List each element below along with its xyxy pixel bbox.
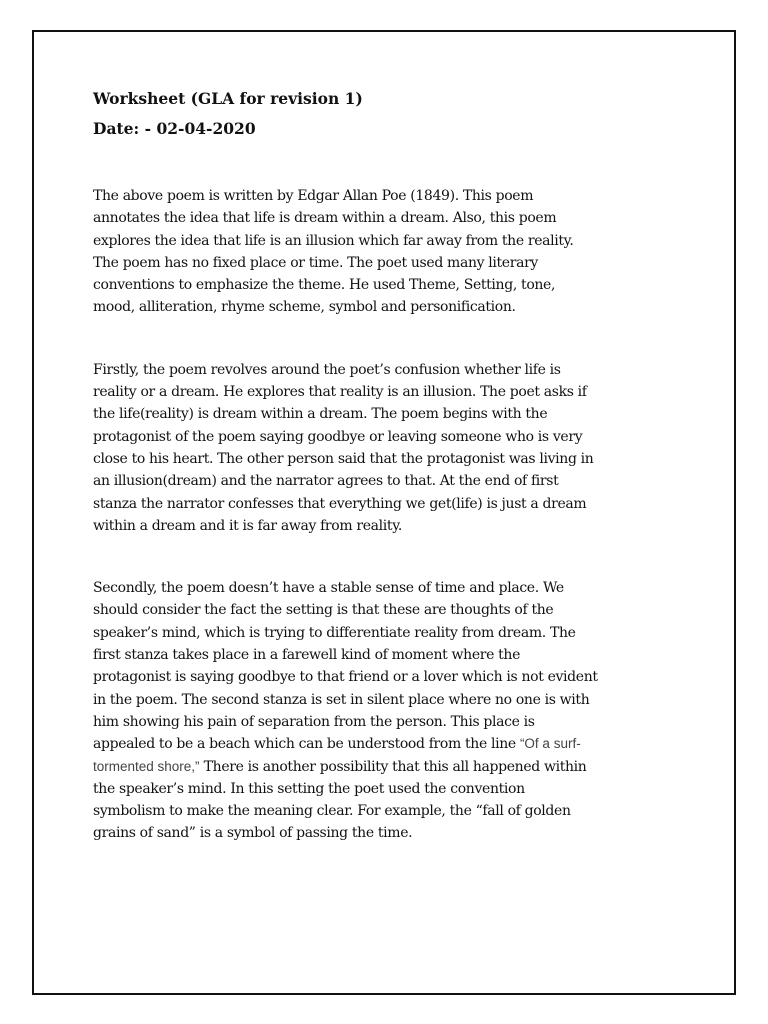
paragraph-line: close to his heart. The other person said that the protagonist was living in [93, 450, 594, 467]
paragraph-line: the speaker’s mind. In this setting the poet used the convention [93, 780, 525, 797]
paragraph-line: grains of sand” is a symbol of passing the time. [93, 825, 413, 842]
paragraph-line: protagonist is saying goodbye to that friend or a lover which is not evident [93, 669, 598, 686]
paragraph-line: reality or a dream. He explores that reality is an illusion. The poet asks if [93, 384, 587, 401]
paragraph-line: Firstly, the poem revolves around the poet’s confusion whether life is [93, 361, 561, 378]
paragraph-line: The above poem is written by Edgar Allan Poe (1849). This poem [93, 188, 534, 204]
paragraph-line: annotates the idea that life is dream within a dream. Also, this poem [93, 210, 557, 227]
paragraph-line: speaker’s mind, which is trying to differentiate reality from dream. The [93, 624, 576, 641]
paragraph-firstly [93, 359, 683, 537]
paragraph-line: mood, alliteration, rhyme scheme, symbol and personification. [93, 299, 516, 316]
paragraph-line: The poem has no fixed place or time. The poet used many literary [93, 254, 538, 271]
paragraph-line: the life(reality) is dream within a dream. The poem begins with the [93, 406, 548, 423]
paragraph-line: stanza the narrator confesses that everything we get(life) is just a dream [93, 495, 587, 512]
paragraph-line [93, 756, 683, 778]
line-text: There is another possibility that this all happened within [199, 758, 587, 775]
document-content [93, 88, 683, 845]
poem-quote-start: “Of a surf- [519, 736, 581, 752]
paragraph-line: him showing his pain of separation from the person. This place is [93, 713, 535, 730]
paragraph-line: should consider the fact the setting is that these are thoughts of the [93, 602, 554, 619]
paragraph-intro [93, 185, 683, 319]
line-text: appealed to be a beach which can be understood from the line [93, 736, 520, 753]
worksheet-date: Date: - 02-04-2020 [93, 119, 256, 138]
paragraph-line: protagonist of the poem saying goodbye or leaving someone who is very [93, 428, 583, 445]
paragraph-line: in the poem. The second stanza is set in silent place where no one is with [93, 691, 590, 708]
worksheet-title: Worksheet (GLA for revision 1) [93, 89, 363, 108]
paragraph-line [93, 733, 683, 755]
paragraph-line: explores the idea that life is an illusion which far away from the reality. [93, 232, 574, 249]
paragraph-secondly [93, 577, 683, 845]
paragraph-line: conventions to emphasize the theme. He used Theme, Setting, tone, [93, 277, 556, 294]
poem-quote-end: tormented shore,” [93, 758, 200, 774]
paragraph-line: Secondly, the poem doesn’t have a stable sense of time and place. We [93, 580, 564, 597]
paragraph-line: an illusion(dream) and the narrator agrees to that. At the end of first [93, 473, 559, 490]
paragraph-line: symbolism to make the meaning clear. For example, the “fall of golden [93, 803, 571, 820]
paragraph-line: first stanza takes place in a farewell kind of moment where the [93, 647, 521, 664]
paragraph-line: within a dream and it is far away from reality. [93, 517, 402, 534]
